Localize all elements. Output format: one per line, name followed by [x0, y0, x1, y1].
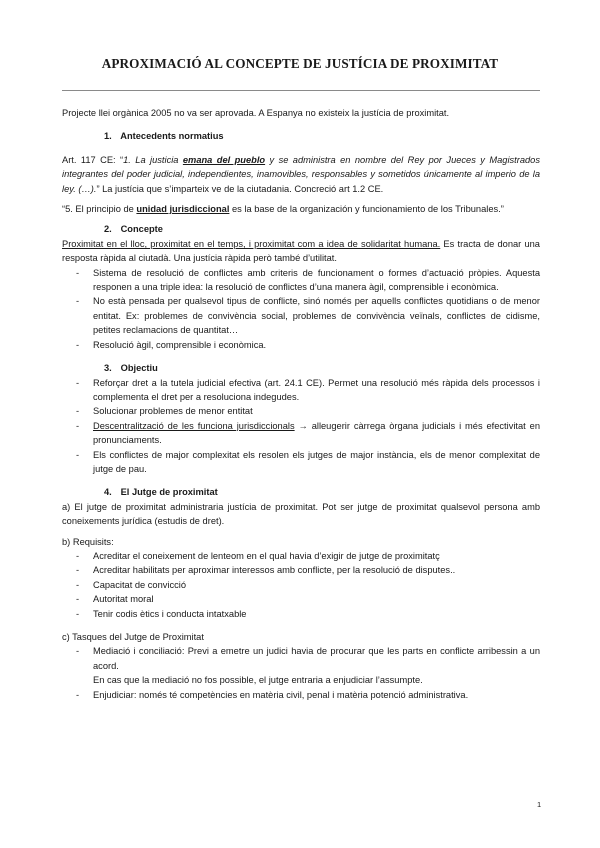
list-item — [62, 419, 540, 448]
list-item — [62, 644, 540, 687]
concept-explanation: Es tracta de donar una resposta ràpida al ciutadà. Una justícia ràpida però també d’utilitat. — [62, 238, 540, 264]
section-4-number: 4. — [104, 487, 112, 498]
section-3-number: 3. — [104, 363, 112, 374]
art-117-lead: Art. 117 CE: “ — [62, 154, 124, 165]
decentralization-detail: → alleugerir càrrega òrgana judicials i més efectivitat en pronunciaments. — [93, 420, 540, 446]
section-2-title: Concepte — [120, 224, 163, 235]
art-117-quote-rest: y se administra en nombre del Rey por Jueces y Magistrados integrantes del poder judicial, independientes, inamovibles, responsables y sometidos únicamente al imperio de la ley. (…). — [62, 154, 540, 194]
list-item: - Autoritat moral — [62, 592, 540, 606]
decentralization-term: Descentralització de les funciona jurisdiccionals — [93, 420, 295, 431]
mediation-continuation: En cas que la mediació no fos possible, el jutge entraria a enjudiciar l’assumpte. — [93, 675, 423, 686]
title-divider — [62, 90, 540, 91]
art-117-quote-start: 1. La justicia — [123, 154, 183, 165]
objectives-list — [62, 376, 540, 477]
concept-definition: Proximitat en el lloc, proximitat en el temps, i proximitat com a idea de solidaritat humana. — [62, 238, 441, 249]
section-4-title: El Jutge de proximitat — [120, 487, 218, 498]
list-item: - Acreditar habilitats per aproximar interessos amb conflicte, per la resolució de disputes.. — [62, 563, 540, 577]
unity-principle-rest: es la base de la organización y funcionamiento de los Tribunales.” — [229, 204, 504, 215]
section-1-heading — [62, 129, 540, 143]
section-2-number: 2. — [104, 224, 112, 235]
section-1-title: Antecedents normatius — [120, 131, 224, 142]
list-item: - Els conflictes de major complexitat els resolen els jutges de major instància, els de menor complexitat de jutge de pau. — [62, 448, 540, 477]
section-3-title: Objectiu — [120, 363, 158, 374]
requirements-label: b) Requisits: — [62, 536, 114, 547]
list-item: - Sistema de resolució de conflictes amb criteris de funcionament o formes d’actuació pròpies. Aquesta responen a una triple idea: la resolució de conflictes d’una manera àgil, comprensible i econòmica. — [62, 266, 540, 295]
tasks-label: c) Tasques del Jutge de Proximitat — [62, 632, 204, 642]
list-item: - Enjudiciar: només té competències en matèria civil, penal i matèria potenció administrativa. — [62, 688, 540, 702]
art-117-emphasis: emana del pueblo — [182, 154, 266, 165]
section-3-heading — [62, 361, 540, 375]
unity-principle-emphasis: unidad jurisdiccional — [136, 204, 230, 215]
judge-definition-paragraph: a) El jutge de proximitat administraria justícia de proximitat. Pot ser jutge de proximitat qualsevol persona amb coneixements jurídica (estudis de dret). — [62, 501, 540, 527]
art-117-comment: ” La justícia que s’imparteix ve de la ciutadania. Concreció art 1.2 CE. — [96, 183, 384, 194]
tasks-list — [62, 644, 540, 702]
section-2-heading — [62, 222, 540, 236]
document-body — [62, 106, 540, 702]
list-item: - Acreditar el coneixement de lenteom en el qual havia d’exigir de jutge de proximitatç — [62, 549, 540, 563]
requirements-list — [62, 549, 540, 621]
section-4-heading — [62, 485, 540, 499]
intro-paragraph: Projecte llei orgànica 2005 no va ser aprovada. A Espanya no existeix la justícia de proximitat. — [62, 108, 450, 118]
document-title: APROXIMACIÓ AL CONCEPTE DE JUSTÍCIA DE PROXIMITAT — [101, 56, 499, 71]
page-number: 1 — [537, 800, 542, 809]
list-item: - No està pensada per qualsevol tipus de conflicte, sinó només per aquells conflictes quotidians o de menor entitat. Ex: problemes de convivència social, problemes de convivència veïnals, conflictes de cidisme, petites reclamacions de quantitat… — [62, 294, 540, 337]
section-1-number: 1. — [104, 131, 112, 142]
list-item: - Solucionar problemes de menor entitat — [62, 404, 540, 418]
list-item: - Capacitat de convicció — [62, 578, 540, 592]
list-item: - Tenir codis ètics i conducta intatxable — [62, 607, 540, 621]
unity-principle-lead: “5. El principio de — [62, 204, 137, 215]
list-item: - Reforçar dret a la tutela judicial efectiva (art. 24.1 CE). Permet una resolució més ràpida dels processos i complementa el dret per a resoluciona indegudes. — [62, 376, 540, 405]
concept-paragraph — [62, 237, 540, 266]
list-item: - Resolució àgil, comprensible i econòmica. — [62, 338, 540, 352]
mediation-text: Mediació i conciliació: Previ a emetre un judici havia de procurar que les parts en conflicte arribessin a un acord. — [93, 646, 540, 671]
art-117-paragraph — [62, 153, 540, 196]
unity-principle-paragraph — [62, 202, 540, 216]
concept-list — [62, 266, 540, 352]
